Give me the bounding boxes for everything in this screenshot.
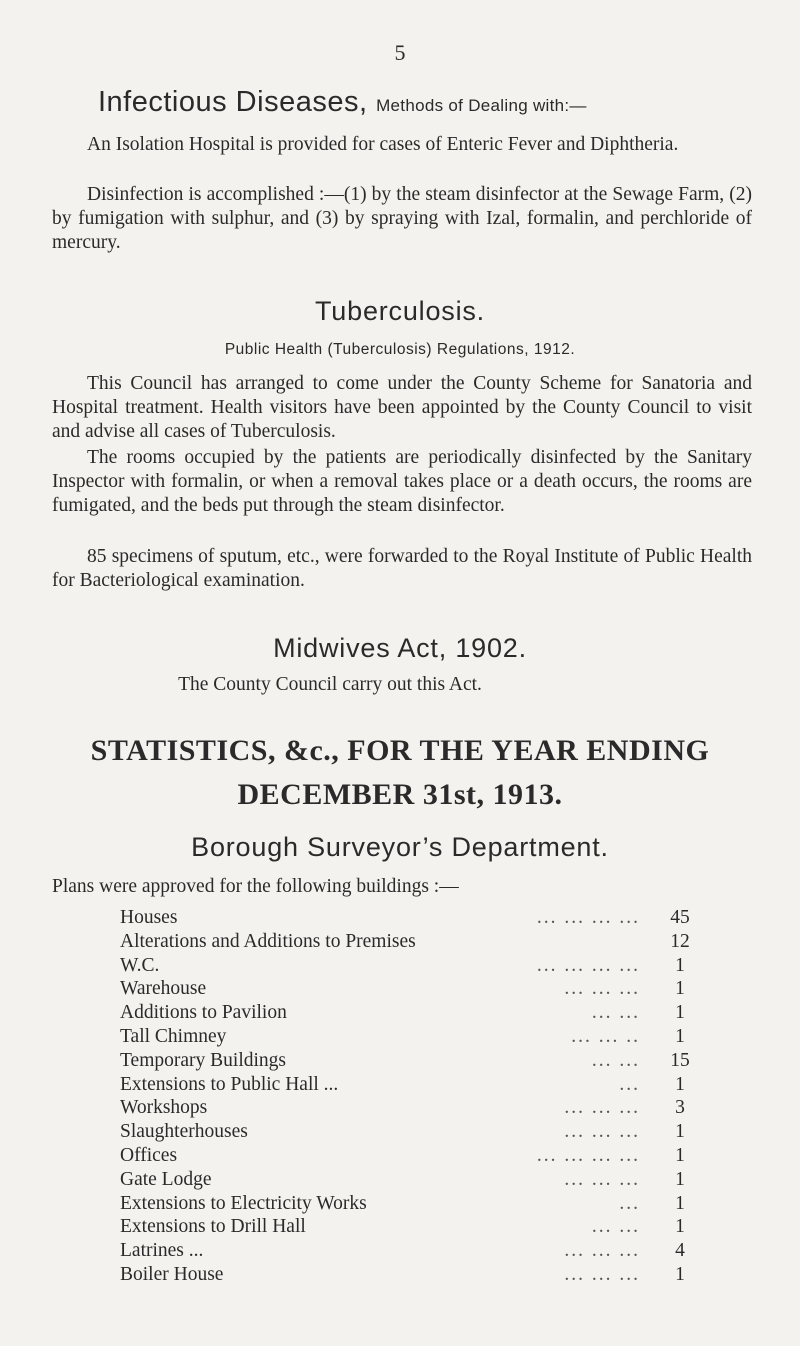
list-item-value: 1 <box>675 1121 685 1143</box>
statistics-heading-line1: STATISTICS, &c., FOR THE YEAR ENDING <box>90 734 710 767</box>
infectious-diseases-heading <box>98 86 587 119</box>
page-number: 5 <box>394 40 406 65</box>
list-item-label: Extensions to Electricity Works <box>120 1192 367 1214</box>
list-item-label: Offices <box>120 1144 178 1166</box>
plans-approved-intro: Plans were approved for the following buildings :— <box>52 876 459 897</box>
infectious-diseases-title: Infectious Diseases, <box>98 86 368 118</box>
infectious-diseases-subtitle: Methods of Dealing with:— <box>376 96 587 115</box>
list-item-value: 4 <box>675 1240 685 1262</box>
list-item-value: 1 <box>675 1168 685 1190</box>
list-item-value: 1 <box>675 954 685 976</box>
leader-dots: ... ... ... <box>564 1240 640 1262</box>
list-item-label: Alterations and Additions to Premises <box>120 930 416 952</box>
list-item <box>120 1049 700 1073</box>
list-item-value: 3 <box>675 1097 685 1119</box>
list-item-value: 1 <box>675 1025 685 1047</box>
tuberculosis-heading: Tuberculosis. <box>315 296 485 326</box>
leader-dots: ... ... ... ... <box>536 1144 640 1166</box>
list-item-value: 1 <box>675 1263 685 1285</box>
leader-dots: ... ... <box>591 1049 640 1071</box>
list-item-label: Slaughterhouses <box>120 1121 248 1143</box>
list-item-label: Gate Lodge <box>120 1168 212 1190</box>
list-item-label: W.C. <box>120 954 160 976</box>
list-item <box>120 1239 700 1263</box>
borough-surveyor-heading: Borough Surveyor’s Department. <box>191 832 609 862</box>
sputum-specimens-paragraph: 85 specimens of sputum, etc., were forwarded to the Royal Institute of Public Health for Bacteriological examination. <box>52 546 752 591</box>
leader-dots: ... ... ... <box>564 1168 640 1190</box>
midwives-act-paragraph: The County Council carry out this Act. <box>178 674 482 695</box>
list-item <box>120 977 700 1001</box>
isolation-hospital-paragraph: An Isolation Hospital is provided for cases of Enteric Fever and Diphtheria. <box>87 134 679 155</box>
disinfection-rooms-paragraph: The rooms occupied by the patients are periodically disinfected by the Sanitary Inspector with formalin, or when a removal takes place or a death occurs, the rooms are fumigated, and the beds put through the steam disinfector. <box>52 447 752 516</box>
list-item-value: 1 <box>675 1216 685 1238</box>
list-item-label: Extensions to Public Hall ... <box>120 1073 339 1095</box>
tuberculosis-regulations-subheading: Public Health (Tuberculosis) Regulations, 1912. <box>224 341 576 358</box>
leader-dots: ... <box>619 1073 640 1095</box>
list-item-value: 12 <box>670 930 690 952</box>
leader-dots: ... <box>619 1192 640 1214</box>
buildings-list <box>120 906 700 1287</box>
list-item-label: Houses <box>120 907 178 928</box>
list-item <box>120 1263 700 1287</box>
list-item <box>120 1120 700 1144</box>
list-item <box>120 930 700 954</box>
leader-dots: ... ... ... <box>564 978 640 1000</box>
list-item <box>120 1025 700 1049</box>
list-item-label: Tall Chimney <box>120 1025 227 1047</box>
list-item <box>120 1096 700 1120</box>
list-item-value: 1 <box>675 1002 685 1024</box>
leader-dots: ... ... <box>591 1216 640 1238</box>
list-item <box>120 954 700 978</box>
leader-dots: ... ... ... <box>564 1097 640 1119</box>
list-item-label: Extensions to Drill Hall <box>120 1216 306 1238</box>
list-item <box>120 1001 700 1025</box>
leader-dots: ... ... ... ... <box>536 954 640 976</box>
list-item <box>120 1144 700 1168</box>
list-item <box>120 1215 700 1239</box>
list-item-label: Additions to Pavilion <box>120 1002 287 1024</box>
leader-dots: ... ... ... <box>564 1263 640 1285</box>
leader-dots: ... ... ... ... <box>536 907 640 928</box>
list-item <box>120 1168 700 1192</box>
list-item-label: Latrines ... <box>120 1240 204 1262</box>
list-item-value: 15 <box>670 1049 690 1071</box>
leader-dots: ... ... .. <box>571 1025 640 1047</box>
list-item-value: 1 <box>675 1073 685 1095</box>
leader-dots: ... ... <box>591 1002 640 1024</box>
list-item-label: Workshops <box>120 1097 208 1119</box>
list-item-label: Temporary Buildings <box>120 1049 286 1071</box>
list-item-label: Warehouse <box>120 978 207 1000</box>
list-item-label: Boiler House <box>120 1263 224 1285</box>
list-item-value: 1 <box>675 1144 685 1166</box>
midwives-act-heading: Midwives Act, 1902. <box>273 633 527 663</box>
statistics-heading-line2: DECEMBER 31st, 1913. <box>237 778 563 811</box>
list-item <box>120 1073 700 1097</box>
list-item-value: 45 <box>670 907 690 928</box>
disinfection-paragraph: Disinfection is accomplished :—(1) by the steam disinfector at the Sewage Farm, (2) by fumigation with sulphur, and (3) by spraying with Izal, formalin, and perchloride of mercury. <box>52 184 752 253</box>
list-item <box>120 906 700 930</box>
list-item-value: 1 <box>675 1192 685 1214</box>
county-scheme-paragraph: This Council has arranged to come under the County Scheme for Sanatoria and Hospital treatment. Health visitors have been appointed by the County Council to visit and advise all cases of Tuberculosis. <box>52 373 752 442</box>
list-item <box>120 1192 700 1216</box>
list-item-value: 1 <box>675 978 685 1000</box>
leader-dots: ... ... ... <box>564 1121 640 1143</box>
